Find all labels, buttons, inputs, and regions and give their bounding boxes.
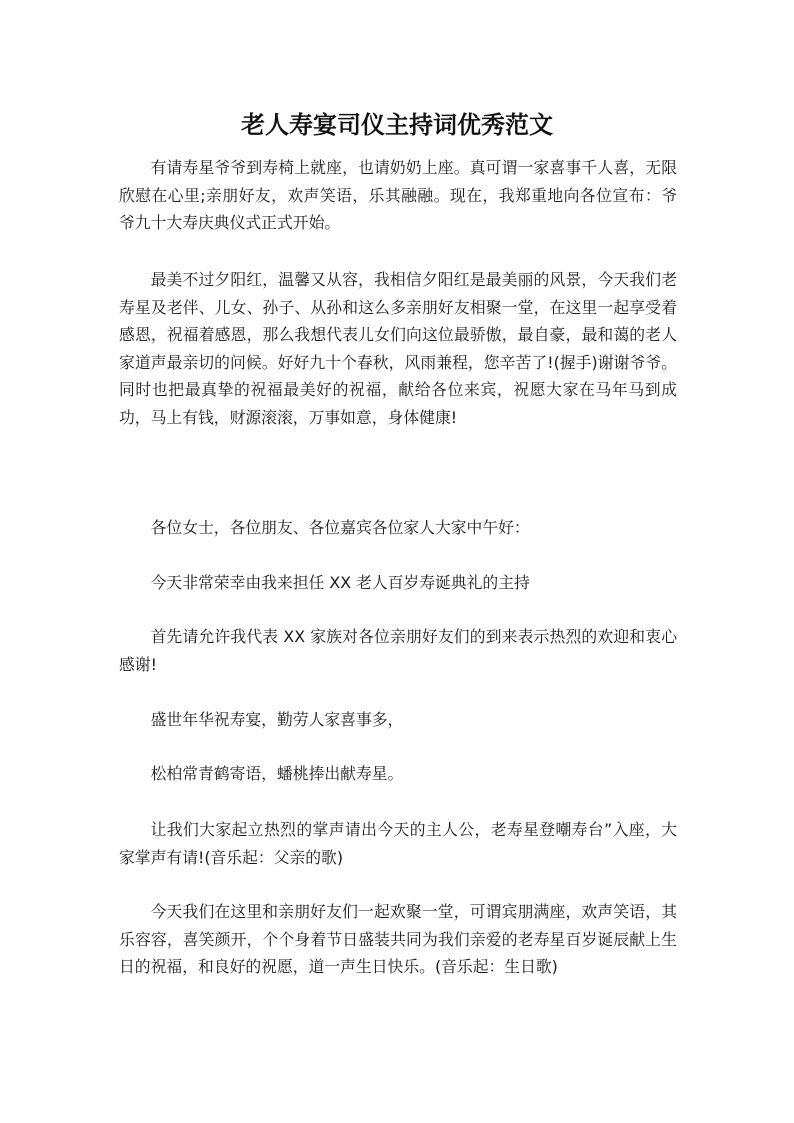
paragraph-verse-1: 盛世年华祝寿宴，勤劳人家喜事多， (150, 710, 404, 729)
paragraph-applause: 让我们大家起立热烈的掌声请出今天的主人公，老寿星登嘲寿台”入座，大家掌声有请!(音乐起：父亲的歌) (119, 820, 677, 867)
paragraph-welcome: 首先请允许我代表 XX 家族对各位亲朋好友们的到来表示热烈的欢迎和衷心感谢! (119, 627, 677, 674)
paragraph-sunset: 最美不过夕阳红，温馨又从容，我相信夕阳红是最美丽的风景，今天我们老寿星及老伴、儿女、孙子、从孙和这么多亲朋好友相聚一堂，在这里一起享受着感恩，祝福着感恩，那么我想代表儿女们向这位最骄傲，最自豪，最和蔼的老人家道声最亲切的问候。好好九十个春秋，风雨兼程，您辛苦了!(握手)谢谢爷爷。同时也把最真挚的祝福最美好的祝福，献给各位来宾，祝愿大家在马年马到成功，马上有钱，财源滚滚，万事如意，身体健康! (119, 270, 677, 427)
paragraph-opening: 有请寿星爷爷到寿椅上就座，也请奶奶上座。真可谓一家喜事千人喜，无限欣慰在心里;亲朋好友，欢声笑语，乐其融融。现在，我郑重地向各位宣布：爷爷九十大寿庆典仪式正式开始。 (119, 158, 677, 233)
paragraph-celebration: 今天我们在这里和亲朋好友们一起欢聚一堂，可谓宾朋满座，欢声笑语，其乐容容，喜笑颜开，个个身着节日盛装共同为我们亲爱的老寿星百岁诞辰献上生日的祝福，和良好的祝愿，道一声生日快乐。(音乐起：生日歌) (119, 902, 677, 977)
paragraph-verse-2: 松柏常青鹤寄语，蟠桃捧出献寿星。 (150, 764, 404, 783)
paragraph-greeting: 各位女士，各位朋友、各位嘉宾各位家人大家中午好： (150, 518, 530, 537)
document-title: 老人寿宴司仪主持词优秀范文 (241, 111, 553, 139)
paragraph-host-intro: 今天非常荣幸由我来担任 XX 老人百岁寿诞典礼的主持 (150, 573, 530, 592)
